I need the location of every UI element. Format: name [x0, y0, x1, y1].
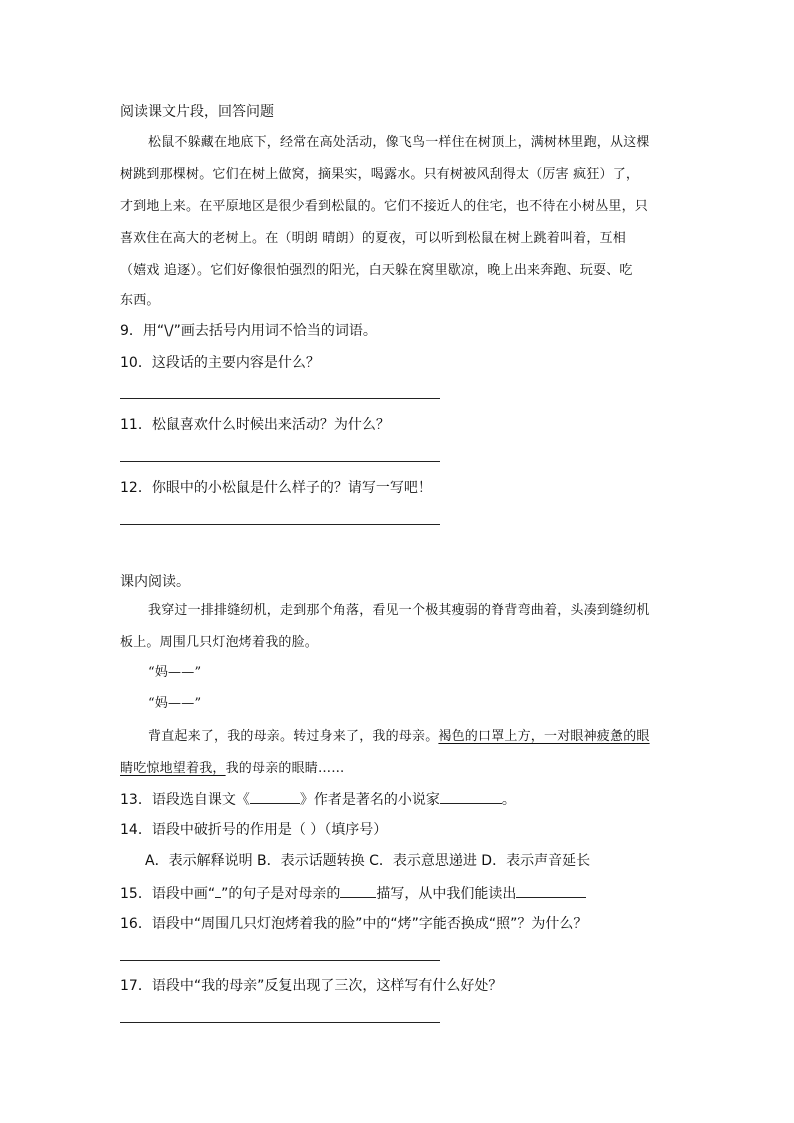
passage2-line-5 [148, 727, 650, 747]
question-11: 11．松鼠喜欢什么时候出来活动？为什么？ [120, 417, 390, 433]
section1-title: 阅读课文片段，回答问题 [120, 104, 274, 120]
passage1-line-1: 松鼠不躲藏在地底下，经常在高处活动，像飞鸟一样住在树顶上，满树林里跑，从这棵 [148, 135, 650, 150]
question-13 [120, 789, 516, 810]
q13-blank-title[interactable] [250, 789, 300, 804]
passage2-line-1: 我穿过一排排缝纫机，走到那个角落，看见一个极其瘦弱的脊背弯曲着，头凑到缝纫机 [148, 603, 650, 618]
answer-line-17[interactable] [120, 1022, 440, 1023]
passage1-line-5: （嬉戏 追逐）。它们好像很怕强烈的阳光，白天躲在窝里歇凉，晚上出来奔跑、玩耍、吃 [120, 263, 633, 278]
q15-blank-type[interactable] [340, 883, 376, 898]
answer-line-16[interactable] [120, 960, 440, 961]
passage1-line-6: 东西。 [120, 293, 160, 308]
q15-text-c: 描写，从中我们能读出 [376, 886, 517, 902]
q15-text-a: 15．语段中画“ [120, 886, 216, 902]
call-mom-2: “妈——” [148, 696, 202, 711]
question-17: 17．语段中“我的母亲”反复出现了三次，这样写有什么好处？ [120, 978, 503, 994]
q13-text-a: 13．语段选自课文《 [120, 792, 250, 808]
question-10: 10．这段话的主要内容是什么？ [120, 355, 320, 371]
passage2-line-2: 板上。周围几只灯泡烤着我的脸。 [120, 635, 319, 650]
passage2-plain-text: 背直起来了，我的母亲。转过身来了，我的母亲。 [148, 729, 439, 744]
question-12: 12．你眼中的小松鼠是什么样子的？请写一写吧！ [120, 480, 432, 496]
answer-line-11[interactable] [120, 461, 440, 462]
passage1-line-2: 树跳到那棵树。它们在树上做窝，摘果实，喝露水。只有树被风刮得太（厉害 疯狂）了， [120, 167, 640, 182]
q13-blank-author[interactable] [440, 789, 502, 804]
answer-line-10[interactable] [120, 398, 440, 399]
passage1-line-4: 喜欢住在高大的老树上。在（明朗 晴朗）的夏夜，可以听到松鼠在树上跳着叫着，互相 [120, 231, 626, 246]
q15-blank-reading[interactable] [516, 883, 586, 898]
section2-title: 课内阅读。 [120, 574, 190, 590]
passage2-plain-text-2: 我的母亲的眼睛…… [225, 761, 345, 776]
passage2-underlined-text: 褐色的口罩上方，一对眼神疲惫的眼 [438, 729, 650, 744]
call-mom-1: “妈——” [148, 665, 202, 680]
q13-text-b: 》作者是著名的小说家 [299, 792, 440, 808]
q13-text-c: 。 [501, 792, 516, 808]
passage2-line-6 [120, 759, 344, 779]
passage1-line-3: 才到地上来。在平原地区是很少看到松鼠的。它们不接近人的住宅，也不待在小树丛里，只 [120, 199, 649, 214]
q15-text-b: ”的句子是对母亲的 [221, 886, 341, 902]
question-9: 9．用“\/”画去括号内用词不恰当的词语。 [120, 323, 377, 339]
question-15 [120, 883, 586, 904]
answer-line-12[interactable] [120, 524, 440, 525]
passage2-underlined-text-2: 睛吃惊地望着我， [120, 761, 226, 776]
question-16: 16．语段中“周围几只灯泡烤着我的脸”中的“烤”字能否换成“照”？为什么？ [120, 916, 588, 932]
question-14: 14．语段中破折号的作用是（ ）（填序号） [120, 822, 388, 838]
question-14-options: A．表示解释说明 B．表示话题转换 C．表示意思递进 D．表示声音延长 [145, 853, 591, 869]
